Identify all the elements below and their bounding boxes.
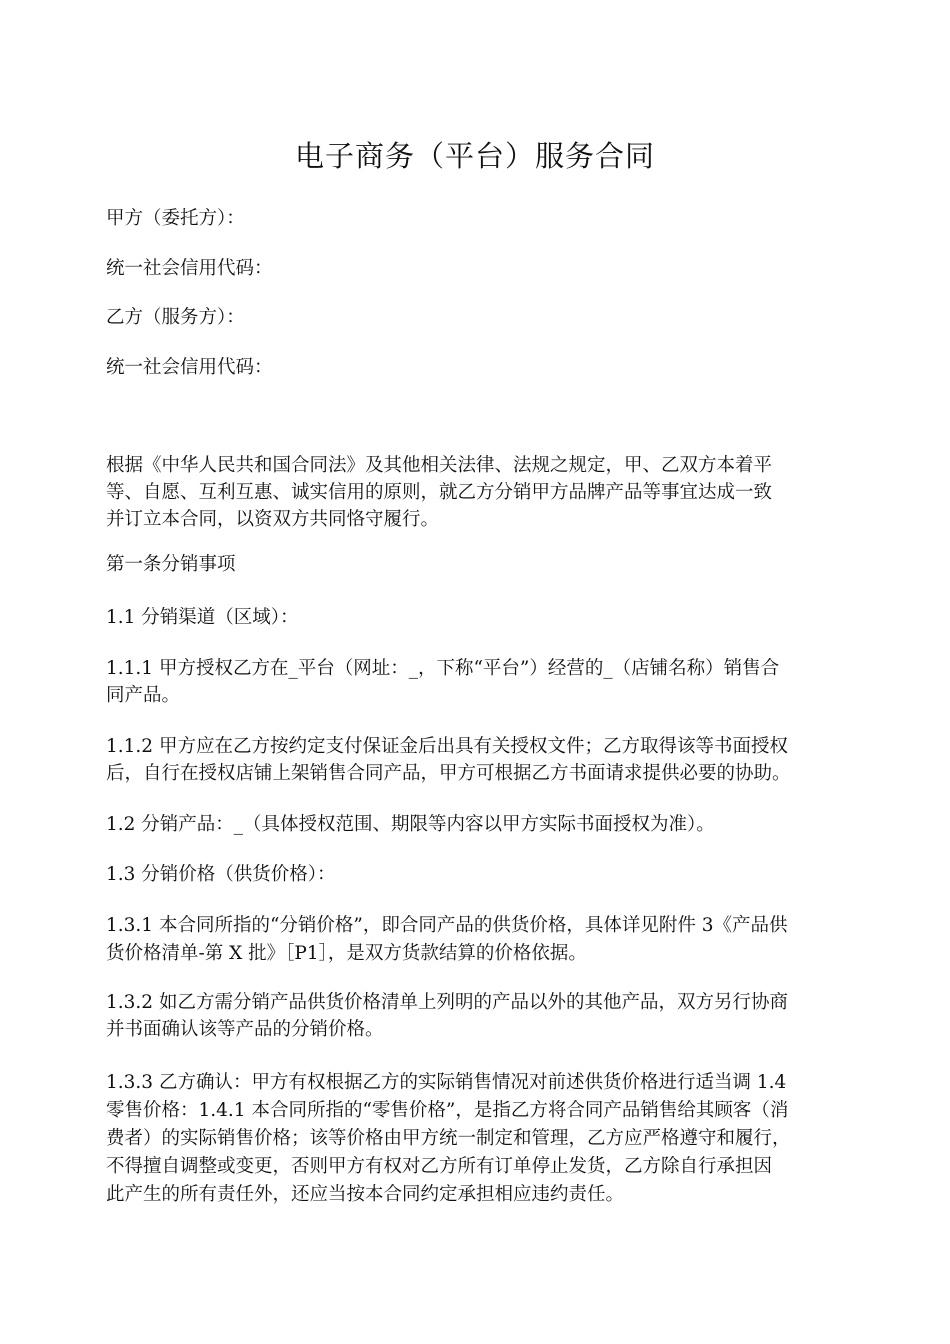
section-1-3-1-line: 1.3.1 本合同所指的“分销价格”，即合同产品的供货价格，具体详见附件 3《产品供	[106, 915, 788, 936]
section-1-2: 1.2 分销产品：_（具体授权范围、期限等内容以甲方实际书面授权为准）。	[106, 814, 715, 835]
section-1-3-3-line: 费者）的实际销售价格；该等价格由甲方统一制定和管理，乙方应严格遵守和履行，	[106, 1128, 791, 1149]
section-1-1: 1.1 分销渠道（区域）：	[106, 607, 299, 628]
section-1-1-2-line: 后，自行在授权店铺上架销售合同产品，甲方可根据乙方书面请求提供必要的协助。	[106, 763, 791, 784]
section-1-3-3-line: 1.3.3 乙方确认：甲方有权根据乙方的实际销售情况对前述供货价格进行适当调 1.4	[106, 1072, 787, 1093]
preamble-line: 等、自愿、互利互惠、诚实信用的原则，就乙方分销甲方品牌产品等事宜达成一致	[106, 482, 773, 503]
section-1-1-1-line: 1.1.1 甲方授权乙方在_平台（网址：_，下称“平台”）经营的_（店铺名称）销售合	[106, 658, 780, 679]
section-1-3: 1.3 分销价格（供货价格）：	[106, 864, 336, 885]
preamble-line: 并订立本合同，以资双方共同恪守履行。	[106, 509, 440, 530]
party-a-label: 甲方（委托方）：	[106, 208, 245, 229]
section-1-3-3-line: 不得擅自调整或变更，否则甲方有权对乙方所有订单停止发货，乙方除自行承担因	[106, 1156, 773, 1177]
section-1-3-3-line: 零售价格：1.4.1 本合同所指的“零售价格”，是指乙方将合同产品销售给其顾客（消	[106, 1100, 789, 1121]
section-1-1-2-line: 1.1.2 甲方应在乙方按约定支付保证金后出具有关授权文件；乙方取得该等书面授权	[106, 736, 788, 757]
section-1-1-1-line: 同产品。	[106, 685, 181, 706]
preamble-line: 根据《中华人民共和国合同法》及其他相关法律、法规之规定，甲、乙双方本着平	[106, 455, 773, 476]
document-title: 电子商务（平台）服务合同	[294, 139, 655, 173]
party-b-label: 乙方（服务方）：	[106, 307, 245, 328]
section-1-3-2-line: 并书面确认该等产品的分销价格。	[106, 1019, 384, 1040]
section-1-3-3-line: 此产生的所有责任外，还应当按本合同约定承担相应违约责任。	[106, 1184, 625, 1205]
party-a-credit-code-label: 统一社会信用代码：	[106, 258, 273, 279]
section-1-3-1-line: 货价格清单-第 X 批》［P1］，是双方货款结算的价格依据。	[106, 943, 587, 964]
section-1-3-2-line: 1.3.2 如乙方需分销产品供货价格清单上列明的产品以外的其他产品，双方另行协商	[106, 992, 788, 1013]
party-b-credit-code-label: 统一社会信用代码：	[106, 357, 273, 378]
article-1-heading: 第一条分销事项	[106, 554, 236, 575]
